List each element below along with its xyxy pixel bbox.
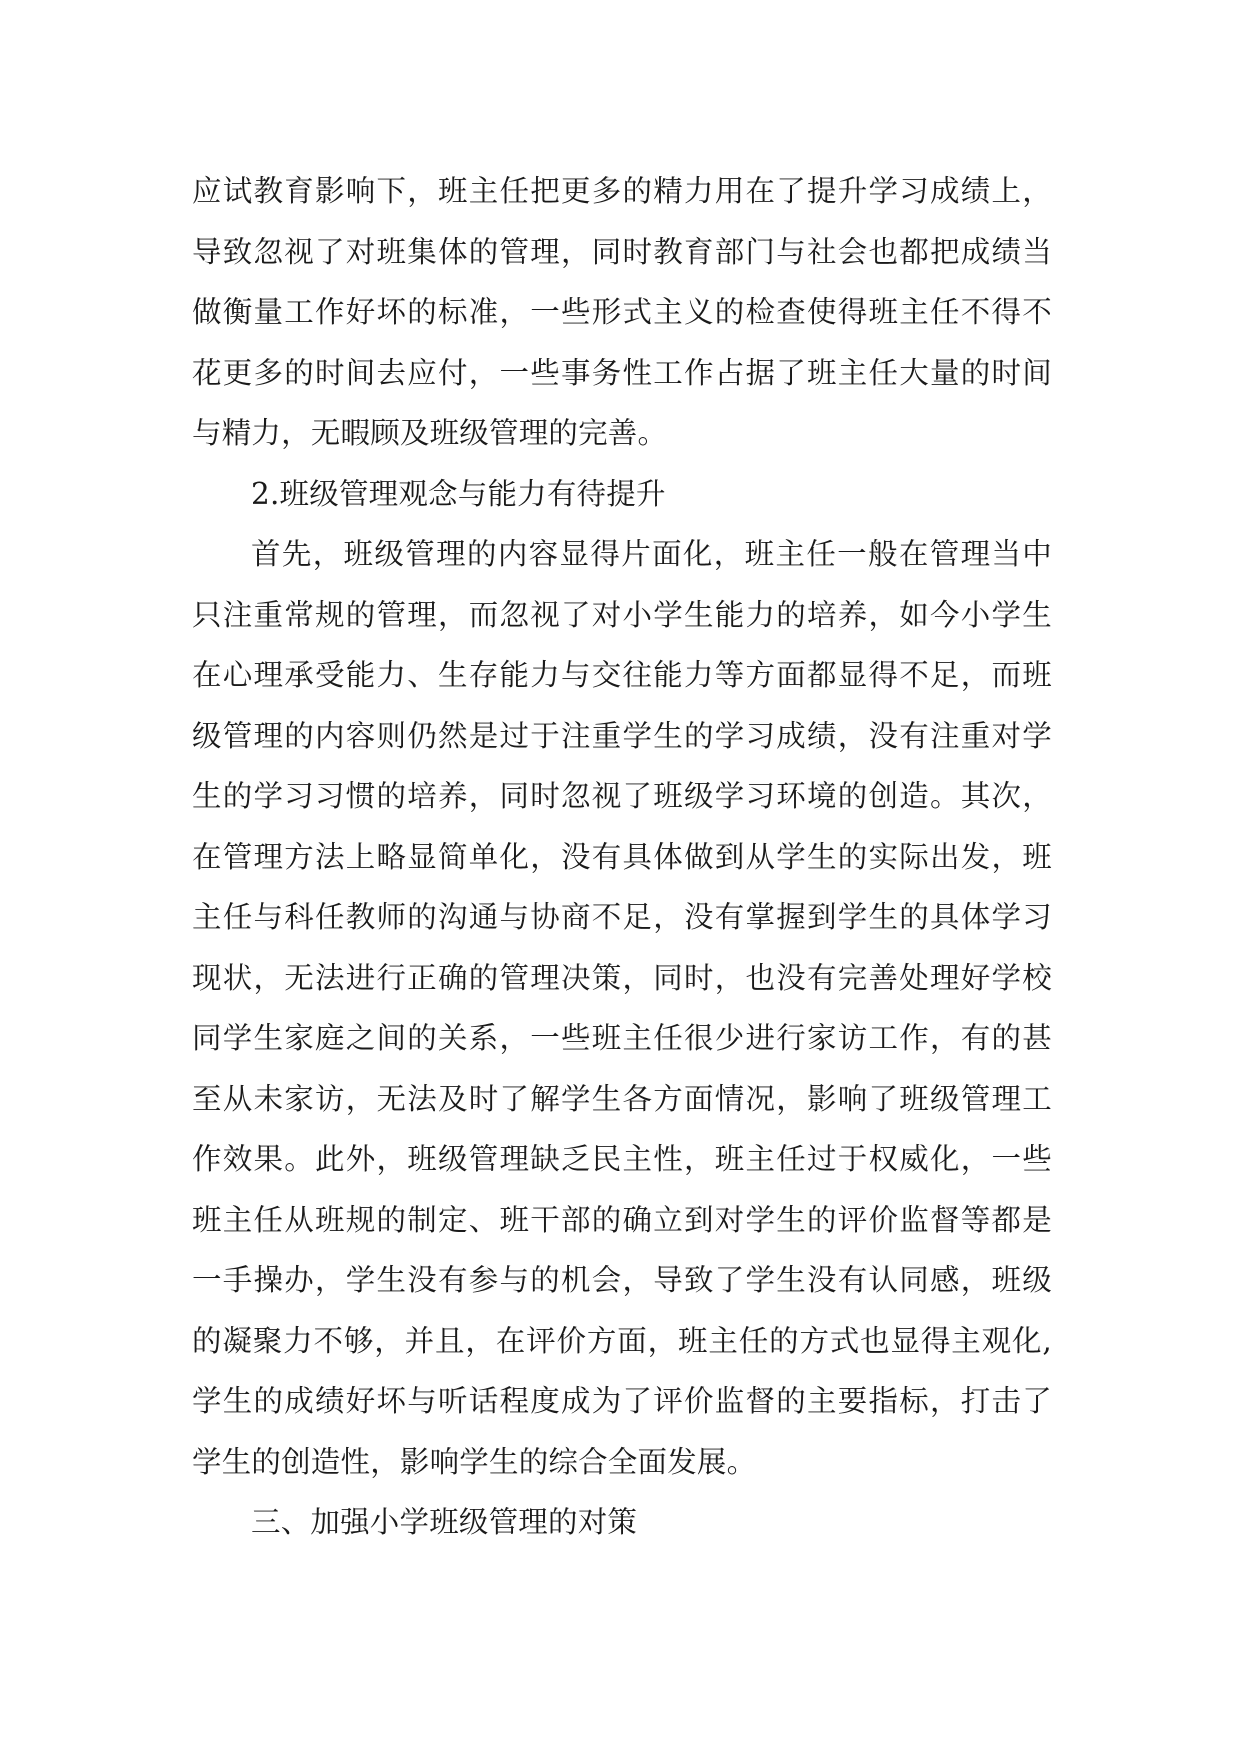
subsection-heading: 2.班级管理观念与能力有待提升 [251,476,666,511]
paragraph-continuation: 应试教育影响下，班主任把更多的精力用在了提升学习成绩上，导致忽视了对班集体的管理，同时教育部门与社会也都把成绩当做衡量工作好坏的标准，一些形式主义的检查使得班主任不得不花更多的时间去应付，一些事务性工作占据了班主任大量的时间与精力，无暇顾及班级管理的完善。 [192,174,1052,450]
section-heading: 三、加强小学班级管理的对策 [251,1505,638,1539]
document-body [192,161,1052,1553]
paragraph-body: 首先，班级管理的内容显得片面化，班主任一般在管理当中只注重常规的管理，而忽视了对小学生能力的培养，如今小学生在心理承受能力、生存能力与交往能力等方面都显得不足，而班级管理的内容则仍然是过于注重学生的学习成绩，没有注重对学生的学习习惯的培养，同时忽视了班级学习环境的创造。其次，在管理方法上略显简单化，没有具体做到从学生的实际出发，班主任与科任教师的沟通与协商不足，没有掌握到学生的具体学习现状，无法进行正确的管理决策，同时，也没有完善处理好学校同学生家庭之间的关系，一些班主任很少进行家访工作，有的甚至从未家访，无法及时了解学生各方面情况，影响了班级管理工作效果。此外，班级管理缺乏民主性，班主任过于权威化，一些班主任从班规的制定、班干部的确立到对学生的评价监督等都是一手操办，学生没有参与的机会，导致了学生没有认同感，班级的凝聚力不够，并且，在评价方面，班主任的方式也显得主观化,学生的成绩好坏与听话程度成为了评价监督的主要指标，打击了学生的创造性，影响学生的综合全面发展。 [192,537,1052,1479]
